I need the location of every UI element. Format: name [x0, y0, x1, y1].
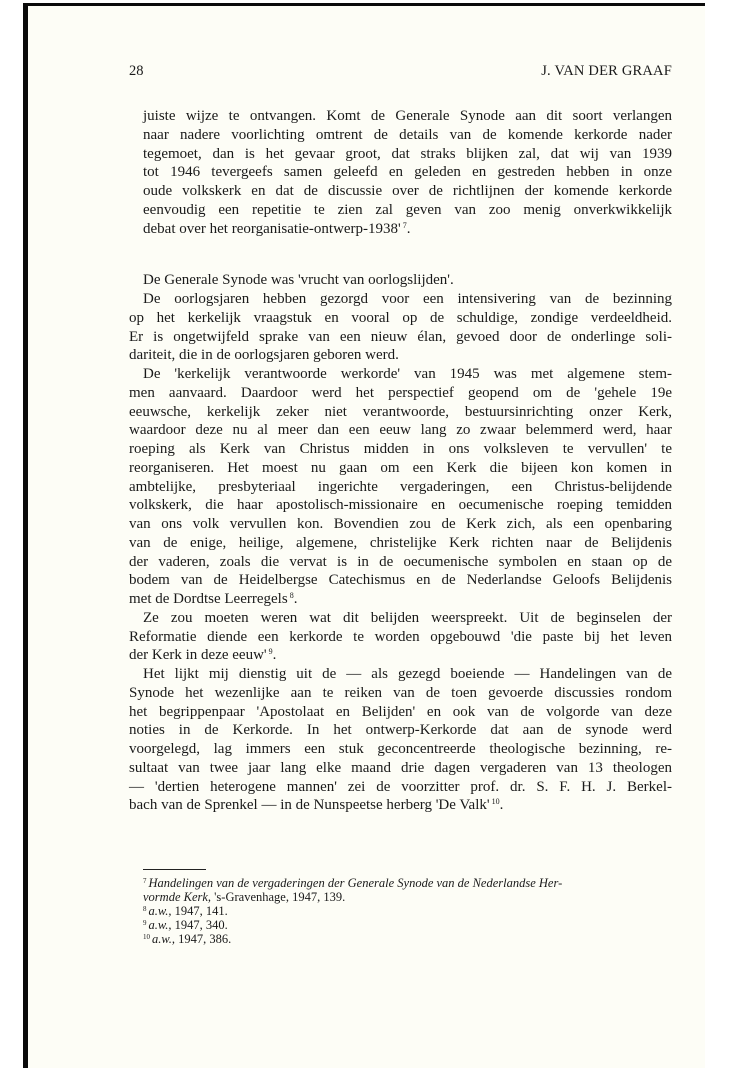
line-text: De Generale Synode was 'vrucht van oorlogslijden'. — [143, 272, 454, 289]
footnote-number: 8 — [143, 905, 147, 913]
text-line — [129, 609, 672, 628]
footnote-reference: 10 — [491, 797, 500, 807]
line-text: der Kerk in deze eeuw' — [129, 647, 267, 664]
text-line — [143, 201, 672, 220]
text-line: met de Dordtse Leerregels $^8$. — [129, 591, 298, 607]
text-line — [143, 145, 672, 164]
line-text: Synode het wezenlijke aan te reiken van de toen gevoerde discussies rondom — [129, 684, 672, 701]
text-line — [129, 346, 672, 365]
line-text: Het lijkt mij dienstig uit de — als gezegd boeiende — Handelingen van de — [143, 666, 672, 682]
text-line — [129, 740, 672, 759]
footnote-7 — [143, 876, 673, 890]
line-text: volkskerk, die haar apostolisch-missionaire en oecumenische roeping temidden — [129, 497, 672, 514]
line-text: Reformatie diende een kerkorde te worden opgebouwd 'die paste bij het leven — [129, 628, 672, 645]
line-text: bodem van de Heidelbergse Catechismus en de Nederlandse Geloofs Belijdenis — [129, 572, 672, 589]
paragraph — [129, 365, 672, 609]
line-text: van ons volk vervullen kon. Bovendien zou de Kerk zich, als een openbaring — [129, 516, 672, 532]
text-line — [143, 126, 672, 145]
running-head: J. VAN DER GRAAF — [541, 63, 672, 79]
text-line — [129, 534, 672, 553]
line-text: waardoor deze nu al meer dan een eeuw lang zo zwaar belemmerd werd, haar — [129, 422, 672, 439]
text-line — [129, 515, 672, 534]
text-line — [129, 759, 672, 778]
text-line — [129, 440, 672, 459]
footnote-detail: 1947, 340. — [171, 918, 228, 932]
line-text: der vaderen, zoals die vervat is in de oecumenische symbolen en staan op de — [129, 553, 672, 570]
text-line — [129, 703, 672, 722]
footnote-reference: 7 — [402, 220, 407, 230]
footnote-detail: 1947, 141. — [171, 904, 228, 918]
text-line — [129, 684, 672, 703]
text-line — [129, 328, 672, 347]
line-text: roeping als Kerk van Christus midden in ons volksleven te vervullen' te — [129, 441, 672, 457]
line-text: sultaat van twee jaar lang elke maand drie dagen vergaderen van 13 theologen — [129, 759, 672, 776]
footnote-number: 10 — [143, 933, 150, 941]
line-text: De oorlogsjaren hebben gezorgd voor een intensivering van de bezinning — [143, 291, 672, 307]
body-text — [129, 107, 672, 815]
text-line — [129, 478, 672, 497]
line-text: het begrippenpaar 'Apostolaat en Belijden' en ook van de volgorde van deze — [129, 703, 672, 720]
text-line — [129, 421, 672, 440]
line-text: tegemoet, dan is het gevaar groot, dat straks blijken zal, dat wij van 1939 — [143, 145, 672, 162]
line-text: — 'dertien heterogene mannen' zei de voorzitter prof. dr. S. F. H. J. Berkel- — [129, 778, 672, 795]
line-text: Ze zou moeten weren wat dit belijden weerspreekt. Uit de beginselen der — [143, 609, 672, 626]
footnote-title: a.w., — [152, 932, 176, 946]
line-text: juiste wijze te ontvangen. Komt de Generale Synode aan dit soort verlangen — [143, 108, 672, 124]
footnote-continuation — [143, 890, 673, 904]
footnote-detail: 's-Gravenhage, 1947, 139. — [211, 890, 346, 904]
text-line — [129, 459, 672, 478]
footnote-title: vormde Kerk, — [143, 890, 212, 904]
line-text: eenvoudig een repetitie te zien zal geven van zoo menig onverkwikkelijk — [143, 201, 672, 218]
line-text: Er is ongetwijfeld sprake van een nieuw élan, gevoed door de onderlinge soli- — [129, 328, 672, 345]
footnote-title: a.w., — [148, 904, 172, 918]
footnote-title: a.w., — [148, 918, 172, 932]
text-line — [143, 163, 672, 182]
text-line — [143, 107, 672, 126]
text-line — [129, 496, 672, 515]
line-text: debat over het reorganisatie-ontwerp-1938' — [143, 220, 401, 237]
footnote-divider — [143, 869, 206, 870]
text-line — [129, 403, 672, 422]
footnote-10 — [143, 932, 673, 946]
line-text: van de enige, heilige, algemene, christelijke Kerk richten naar de Belijdenis — [129, 534, 672, 551]
line-text: reorganiseren. Het moest nu gaan om een Kerk die bijeen kon komen in — [129, 459, 672, 476]
footnote-reference: 9 — [268, 647, 273, 657]
line-text: op het kerkelijk vraagstuk en vooral op de schuldige, zondige verdeeldheid. — [129, 309, 672, 326]
text-line — [129, 384, 672, 403]
line-text: naar nadere voorlichting omtrent de details van de komende kerkorde nader — [143, 126, 672, 143]
footnote-number: 7 — [143, 877, 147, 885]
text-line — [129, 571, 672, 590]
footnote-reference: 8 — [289, 591, 294, 600]
line-text: voorgelegd, lag immers een stuk geconcentreerde theologische bezinning, re- — [129, 741, 672, 757]
text-line — [129, 271, 672, 290]
line-text: eeuwsche, kerkelijk zeker niet verantwoorde, bestuursinrichting onzer Kerk, — [129, 403, 672, 420]
text-line: debat over het reorganisatie-ontwerp-1938' $^7$. — [143, 220, 411, 237]
line-text: ambtelijke, presbyteriaal ingerichte vergaderingen, een Christus-belijdende — [129, 478, 672, 495]
text-line — [143, 182, 672, 201]
text-line: bach van de Sprenkel — in de Nunspeetse herberg 'De Valk' $^{10}$. — [129, 797, 504, 814]
paragraph — [129, 609, 672, 665]
footnote-number: 9 — [143, 919, 147, 927]
line-text: met de Dordtse Leerregels — [129, 591, 288, 607]
text-line — [129, 365, 672, 384]
footnote-detail: 1947, 386. — [175, 932, 232, 946]
footnote-9 — [143, 918, 673, 932]
footnote-8 — [143, 904, 673, 918]
line-text: bach van de Sprenkel — in de Nunspeetse herberg 'De Valk' — [129, 797, 490, 814]
footnote-title: Handelingen van de vergaderingen der Generale Synode van de Nederlandse Her- — [148, 876, 563, 890]
line-text: noties in de Kerkorde. In het ontwerp-Kerkorde dat aan de synode werd — [129, 722, 672, 739]
line-text: men aanvaard. Daardoor werd het perspectief geopend om de 'gehele 19e — [129, 384, 672, 401]
footnotes — [143, 876, 673, 946]
text-line — [129, 290, 672, 309]
text-line — [129, 553, 672, 572]
text-line: der Kerk in deze eeuw' $^9$. — [129, 647, 277, 664]
quoted-paragraph — [129, 107, 672, 238]
text-line — [129, 778, 672, 797]
paragraph — [129, 290, 672, 365]
text-line — [129, 665, 672, 684]
paragraph — [129, 665, 672, 815]
text-line — [129, 628, 672, 647]
text-line — [129, 309, 672, 328]
page-number: 28 — [129, 63, 144, 79]
line-text: tot 1946 tevergeefs samen geleefd en geleden en gestreden hebben in onze — [143, 164, 672, 181]
paragraph — [129, 271, 672, 290]
line-text: De 'kerkelijk verantwoorde werkorde' van 1945 was met algemene stem- — [143, 366, 672, 382]
line-text: oude volkskerk en dat de discussie over de richtlijnen der komende kerkorde — [143, 183, 672, 199]
text-line — [129, 721, 672, 740]
line-text: dariteit, die in de oorlogsjaren geboren werd. — [129, 347, 399, 364]
